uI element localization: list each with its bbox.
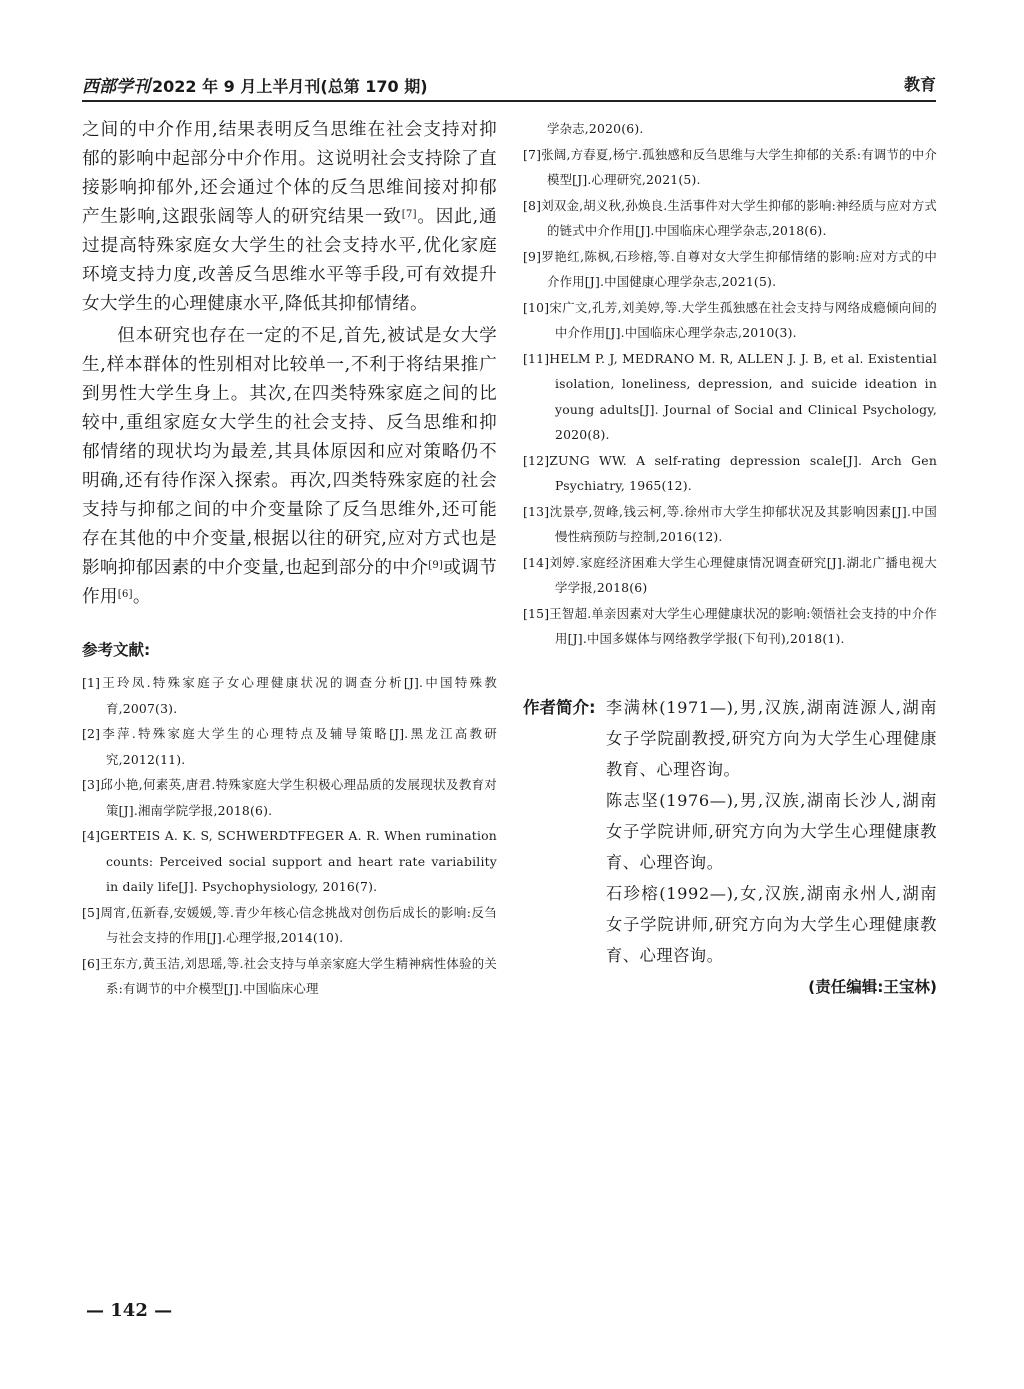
right-column	[523, 116, 937, 997]
reference-text: 王智超.单亲因素对大学生心理健康状况的影响:领悟社会支持的中介作用[J].中国多媒体与网络教学学报(下旬刊),2018(1).	[549, 605, 937, 646]
reference-number: [6]	[82, 955, 101, 971]
reference-item	[523, 499, 937, 550]
reference-number: [1]	[82, 675, 101, 690]
reference-number: [5]	[82, 904, 101, 920]
reference-number: [2]	[82, 726, 101, 741]
section-name: 教育	[903, 75, 936, 94]
body-paragraph-1	[82, 116, 497, 319]
reference-text: GERTEIS A. K. S, SCHWERDTFEGER A. R. When rumination counts: Perceived social support and heart rate variability in daily life[J]. Psychophysiology, 2016(7).	[100, 828, 497, 894]
references-heading: 参考文献:	[82, 641, 151, 659]
reference-number: [7]	[523, 146, 542, 162]
author-entry: 石珍榕(1992—),女,汉族,湖南永州人,湖南女子学院讲师,研究方向为大学生心理健康教育、心理咨询。	[606, 883, 937, 965]
reference-item	[82, 900, 497, 951]
journal-issue-line	[82, 72, 428, 97]
reference-number: [9]	[523, 248, 542, 264]
reference-text: 张阔,方春夏,杨宁.孤独感和反刍思维与大学生抑郁的关系:有调节的中介模型[J].心理研究,2021(5).	[541, 146, 937, 187]
reference-item-continued: 学杂志,2020(6).	[547, 121, 644, 136]
reference-item	[82, 823, 497, 900]
body-paragraph-2	[82, 322, 497, 612]
para2-text-end: 。	[132, 587, 151, 607]
journal-logo: 西部学刊	[82, 77, 150, 97]
reference-item	[523, 193, 937, 244]
reference-number: [11]	[523, 350, 550, 366]
reference-list-right	[523, 116, 937, 652]
citation-7: [7]	[401, 209, 417, 220]
reference-number: [13]	[523, 503, 550, 519]
author-entry: 李满林(1971—),男,汉族,湖南涟源人,湖南女子学院副教授,研究方向为大学生心理健康教育、心理咨询。	[606, 697, 937, 779]
reference-number: [8]	[523, 197, 542, 213]
reference-item	[523, 295, 937, 346]
citation-9: [9]	[428, 560, 444, 571]
author-entry: 陈志坚(1976—),男,汉族,湖南长沙人,湖南女子学院讲师,研究方向为大学生心理健康教育、心理咨询。	[606, 790, 937, 872]
reference-number: [12]	[523, 452, 550, 468]
reference-text: 刘双金,胡义秋,孙焕良.生活事件对大学生抑郁的影响:神经质与应对方式的链式中介作用[J].中国临床心理学杂志,2018(6).	[541, 197, 937, 238]
reference-item	[523, 448, 937, 499]
reference-text: ZUNG WW. A self-rating depression scale[J]. Arch Gen Psychiatry, 1965(12).	[549, 452, 937, 493]
reference-list-left	[82, 670, 497, 1002]
author-bio-label: 作者简介:	[523, 697, 596, 717]
reference-text: 邱小艳,何素英,唐君.特殊家庭大学生积极心理品质的发展现状及教育对策[J].湘南学院学报,2018(6).	[100, 777, 497, 818]
para2-text: 但本研究也存在一定的不足,首先,被试是女大学生,样本群体的性别相对比较单一,不利于将结果推广到男性大学生身上。其次,在四类特殊家庭之间的比较中,重组家庭女大学生的社会支持、反刍思维和抑郁情绪的现状均为最差,其具体原因和应对策略仍不明确,还有待作深入探索。再次,四类特殊家庭的社会支持与抑郁之间的中介变量除了反刍思维外,还可能存在其他的中介变量,根据以往的研究,应对方式也是影响抑郁因素的中介变量,也起到部分的中介	[82, 326, 497, 578]
reference-item	[82, 721, 497, 772]
author-bio	[523, 692, 937, 971]
reference-text: 沈景亭,贺峰,钱云柯,等.徐州市大学生抑郁状况及其影响因素[J].中国慢性病预防与控制,2016(12).	[549, 503, 937, 544]
reference-text: 周宵,伍新春,安媛媛,等.青少年核心信念挑战对创伤后成长的影响:反刍与社会支持的作用[J].心理学报,2014(10).	[100, 904, 497, 945]
issue-info: 2022 年 9 月上半月刊(总第 170 期)	[152, 77, 428, 96]
reference-text: 刘婷.家庭经济困难大学生心理健康情况调查研究[J].湖北广播电视大学学报,2018(6)	[549, 554, 937, 595]
reference-number: [14]	[523, 554, 550, 570]
left-column	[82, 116, 497, 1002]
reference-item	[523, 346, 937, 448]
reference-item	[523, 142, 937, 193]
reference-item	[82, 670, 497, 721]
responsible-editor: (责任编辑:王宝林)	[808, 977, 937, 996]
reference-number: [3]	[82, 777, 101, 792]
para2-text-mid: 或调节作用	[82, 558, 497, 607]
author-bio-entries	[606, 692, 937, 971]
reference-text: 宋广文,孔芳,刘美婷,等.大学生孤独感在社会支持与网络成瘾倾向间的中介作用[J].中国临床心理学杂志,2010(3).	[549, 299, 937, 340]
para1-text: 之间的中介作用,结果表明反刍思维在社会支持对抑郁的影响中起部分中介作用。这说明社会支持除了直接影响抑郁外,还会通过个体的反刍思维间接对抑郁产生影响,这跟张阔等人的研究结果一致	[82, 120, 497, 227]
reference-item	[523, 244, 937, 295]
reference-text: 王东方,黄玉洁,刘思瑶,等.社会支持与单亲家庭大学生精神病性体验的关系:有调节的中介模型[J].中国临床心理	[100, 955, 497, 996]
reference-item	[82, 772, 497, 823]
reference-item	[82, 951, 497, 1002]
reference-number: [15]	[523, 605, 550, 621]
para1-text-end: 。因此,通过提高特殊家庭女大学生的社会支持水平,优化家庭环境支持力度,改善反刍思维水平等手段,可有效提升女大学生的心理健康水平,降低其抑郁情绪。	[82, 207, 497, 314]
reference-number: [10]	[523, 299, 550, 315]
citation-6: [6]	[117, 589, 133, 600]
reference-item	[523, 550, 937, 601]
reference-text: HELM P. J, MEDRANO M. R, ALLEN J. J. B, et al. Existential isolation, loneliness, depression, and suicide ideation in young adults[J]. Journal of Social and Clinical Psychology, 2020(8).	[549, 350, 937, 442]
page-number: — 142 —	[86, 1300, 173, 1321]
reference-number: [4]	[82, 828, 101, 843]
page-header	[82, 70, 936, 102]
reference-text: 王玲凤.特殊家庭子女心理健康状况的调查分析[J].中国特殊教育,2007(3).	[100, 675, 497, 716]
reference-text: 李萍.特殊家庭大学生的心理特点及辅导策略[J].黑龙江高教研究,2012(11).	[100, 726, 497, 767]
reference-text: 罗艳红,陈枫,石珍榕,等.自尊对女大学生抑郁情绪的影响:应对方式的中介作用[J].中国健康心理学杂志,2021(5).	[541, 248, 937, 289]
reference-item	[523, 601, 937, 652]
